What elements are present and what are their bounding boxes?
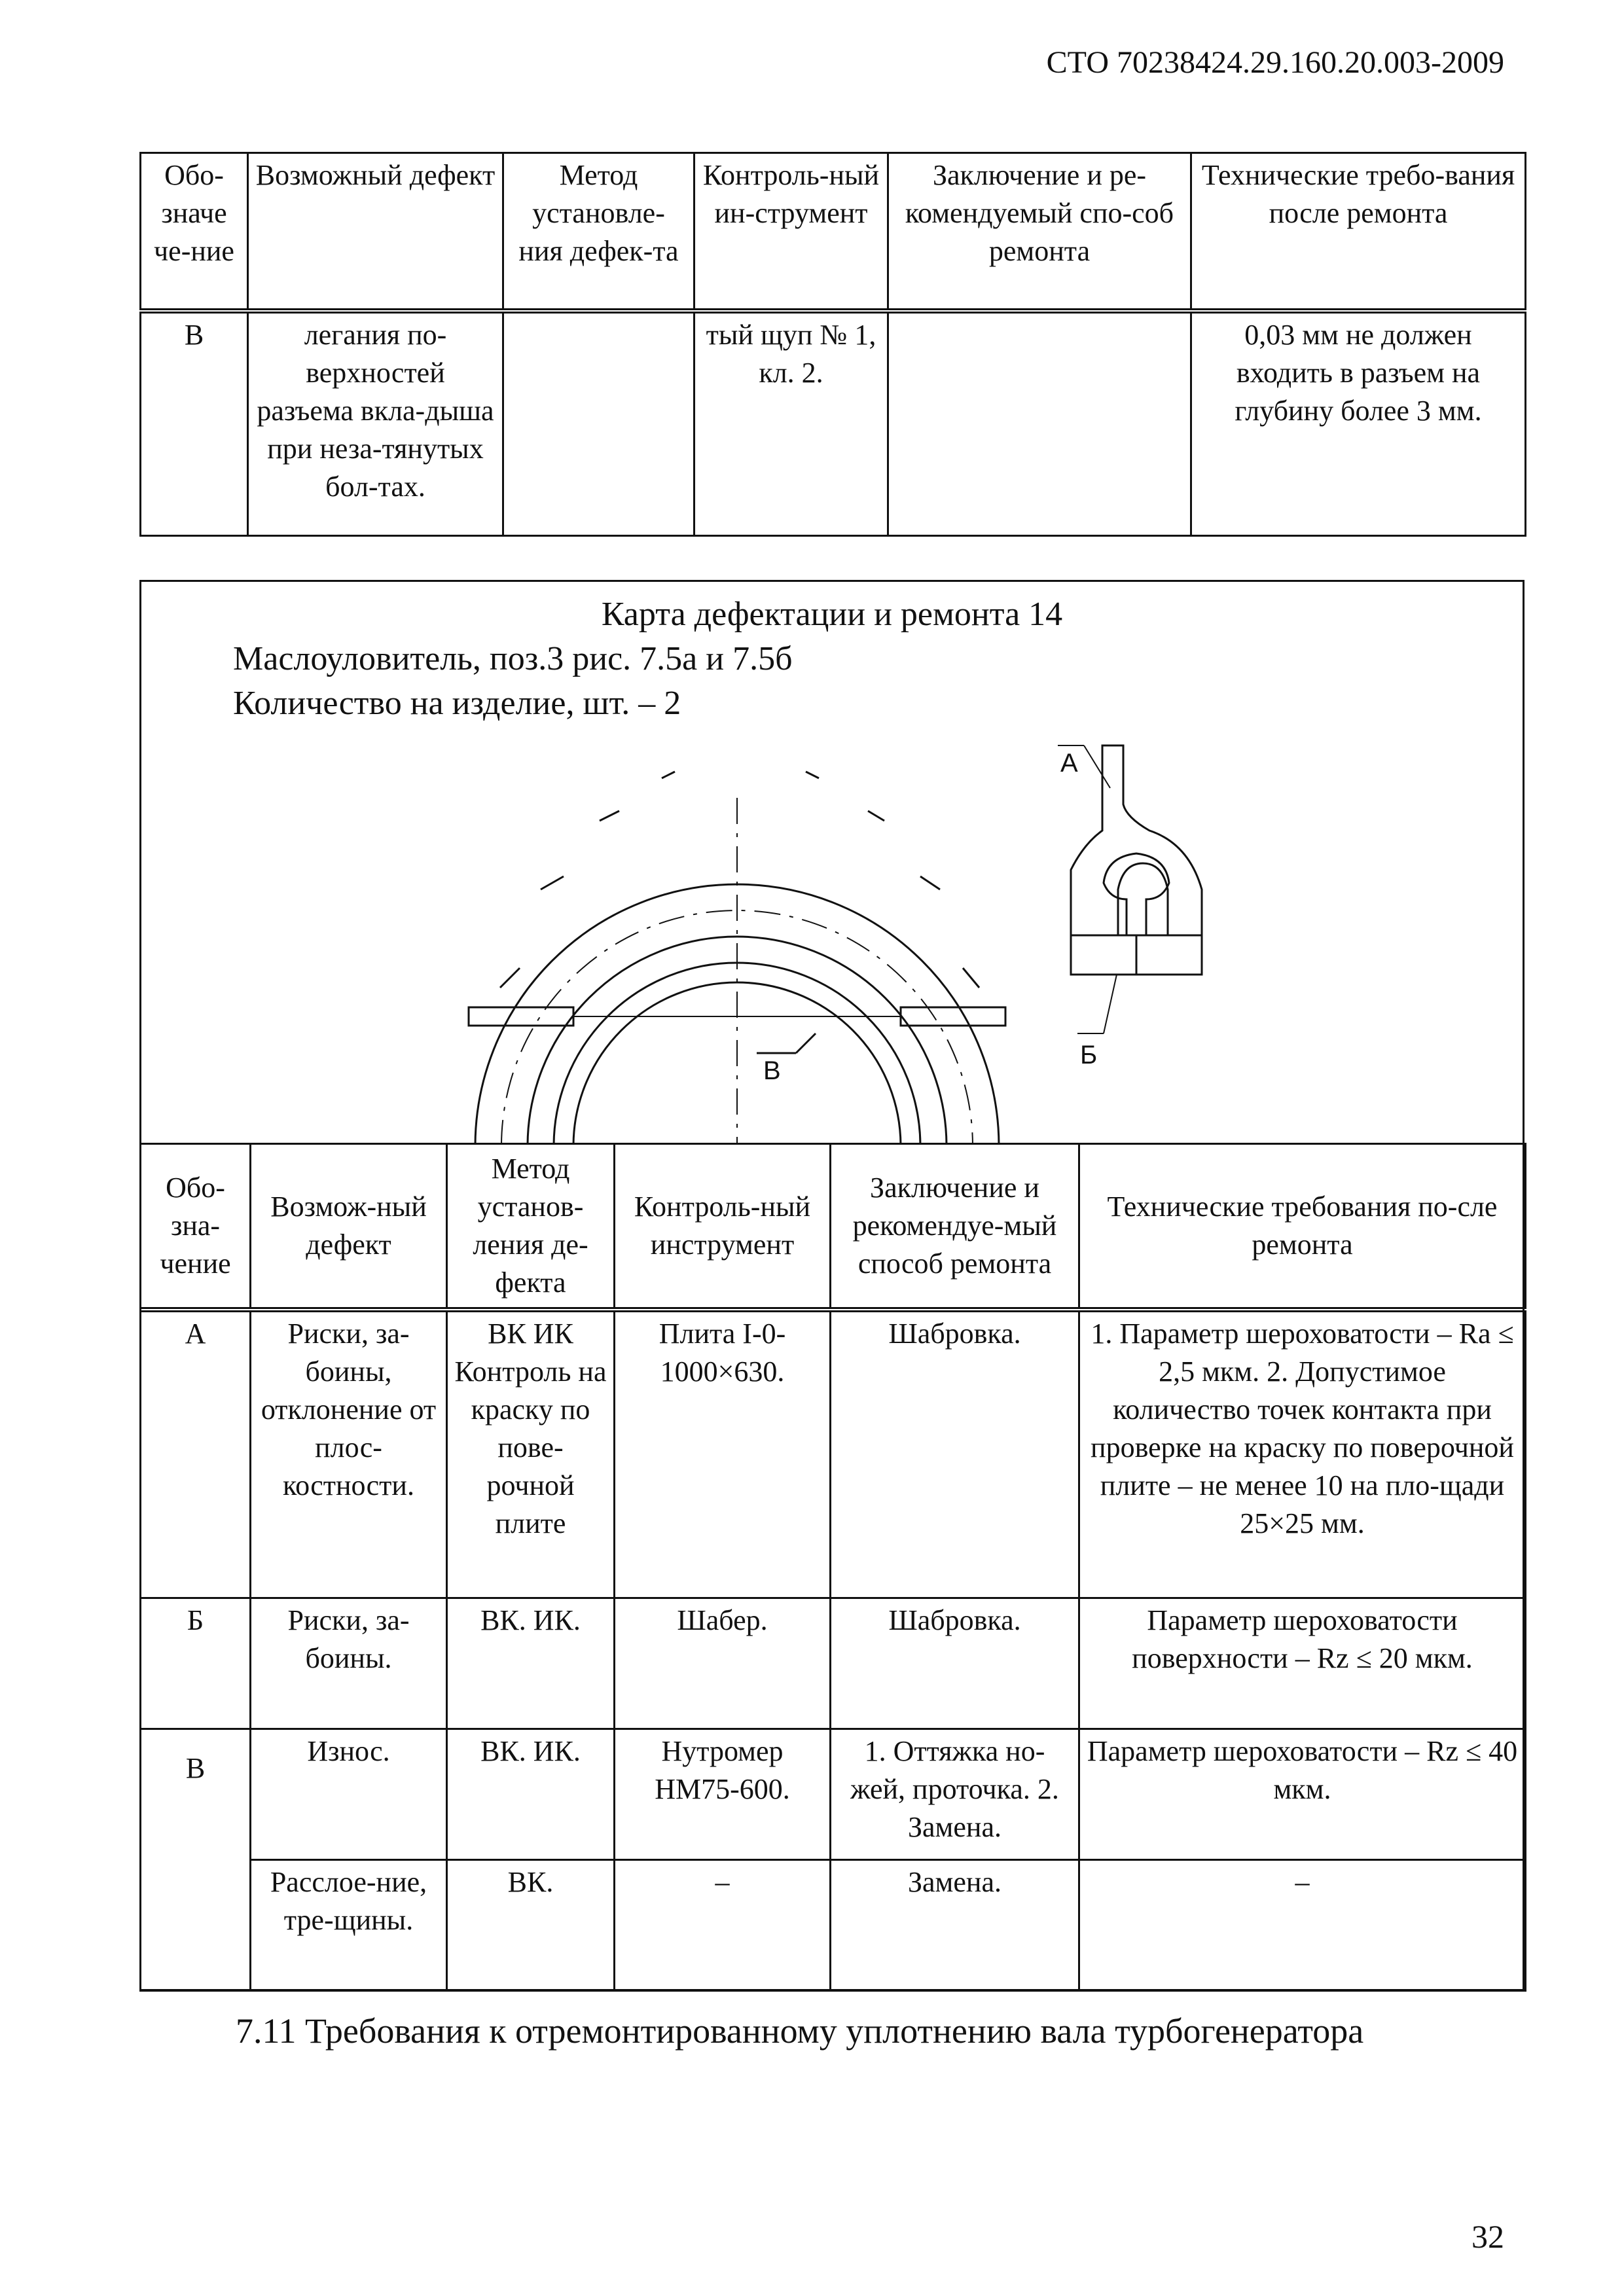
- table-row: [141, 1729, 1526, 1859]
- card-qty-line: Количество на изделие, шт. – 2: [233, 685, 681, 722]
- cell-designation: Б: [141, 1598, 251, 1729]
- col-defect: Возмож-ный дефект: [251, 1144, 447, 1310]
- bottom-table: [139, 1143, 1526, 1992]
- table-row: [141, 1598, 1526, 1729]
- cell-method: ВК.: [447, 1859, 615, 1990]
- cell-tool: –: [615, 1859, 831, 1990]
- joint-plate-right: [901, 1007, 1005, 1026]
- document-code: СТО 70238424.29.160.20.003-2009: [1046, 45, 1504, 80]
- col-conclusion: Заключение и рекомендуе-мый способ ремонта: [831, 1144, 1079, 1310]
- tick: [868, 811, 884, 821]
- card-title: Карта дефектации и ремонта 14: [601, 596, 1063, 633]
- cell-defect: Риски, за-боины.: [251, 1598, 447, 1729]
- cell-requirements: 1. Параметр шероховатости – Ra ≤ 2,5 мкм. 2. Допустимое количество точек контакта при проверке на краску по поверочной плите – не менее 10 на пло-щади 25×25 мм.: [1079, 1310, 1526, 1598]
- section-heading: 7.11 Требования к отремонтированному уплотнению вала турбогенератора: [236, 2011, 1364, 2051]
- tick: [500, 968, 520, 988]
- cell-method: [503, 311, 695, 536]
- cell-defect: Износ.: [251, 1729, 447, 1859]
- page-number: 32: [1471, 2218, 1504, 2255]
- cell-requirements: Параметр шероховатости – Rz ≤ 40 мкм.: [1079, 1729, 1526, 1859]
- tick: [920, 876, 940, 889]
- cell-defect: Риски, за-боины, отклонение от плос-костности.: [251, 1310, 447, 1598]
- col-defect: Возможный дефект: [248, 153, 503, 312]
- col-requirements: Технические требования по-сле ремонта: [1079, 1144, 1526, 1310]
- col-designation: Обо-значе че-ние: [141, 153, 248, 312]
- tick: [541, 876, 564, 889]
- col-conclusion: Заключение и ре-комендуемый спо-соб ремонта: [888, 153, 1191, 312]
- col-designation: Обо-зна-чение: [141, 1144, 251, 1310]
- cell-method: ВК. ИК.: [447, 1598, 615, 1729]
- cell-tool: Шабер.: [615, 1598, 831, 1729]
- col-method: Метод установле-ния дефек-та: [503, 153, 695, 312]
- cell-conclusion: Замена.: [831, 1859, 1079, 1990]
- section-cavity: [1104, 853, 1169, 935]
- cell-defect: Расслое-ние, тре-щины.: [251, 1859, 447, 1990]
- table-row: [141, 1310, 1526, 1598]
- cell-conclusion: [888, 311, 1191, 536]
- label-a: А: [1060, 749, 1078, 778]
- col-requirements: Технические требо-вания после ремонта: [1191, 153, 1526, 312]
- joint-plate-left: [469, 1007, 573, 1026]
- table-row: [141, 311, 1526, 536]
- table-row: [141, 1859, 1526, 1990]
- cell-requirements: –: [1079, 1859, 1526, 1990]
- label-b: Б: [1080, 1041, 1098, 1069]
- leader-a: [1084, 745, 1110, 788]
- cell-designation: В: [141, 311, 248, 536]
- cell-tool: Плита I-0-1000×630.: [615, 1310, 831, 1598]
- col-tool: Контроль-ный инструмент: [615, 1144, 831, 1310]
- col-tool: Контроль-ный ин-струмент: [695, 153, 888, 312]
- cell-conclusion: 1. Оттяжка но-жей, проточка. 2. Замена.: [831, 1729, 1079, 1859]
- tick: [662, 772, 675, 778]
- tick: [600, 811, 619, 821]
- tick: [806, 772, 819, 778]
- section-profile: [1071, 745, 1202, 935]
- leader-b: [1104, 975, 1117, 1033]
- tick: [963, 968, 979, 988]
- cell-designation: А: [141, 1310, 251, 1598]
- cell-defect: легания по-верхностей разъема вкла-дыша при неза-тянутых бол-тах.: [248, 311, 503, 536]
- col-method: Метод установ-ления де-фекта: [447, 1144, 615, 1310]
- label-v: В: [763, 1056, 781, 1085]
- cell-method: ВК ИК Контроль на краску по пове-рочной плите: [447, 1310, 615, 1598]
- cell-requirements: Параметр шероховатости поверхности – Rz ≤ 20 мкм.: [1079, 1598, 1526, 1729]
- cell-designation: В: [141, 1729, 251, 1990]
- defect-card: [139, 580, 1525, 1991]
- leader-v: [796, 1033, 816, 1053]
- card-part-line: Маслоуловитель, поз.3 рис. 7.5а и 7.5б: [233, 640, 793, 677]
- cell-method: ВК. ИК.: [447, 1729, 615, 1859]
- top-table: [139, 152, 1526, 537]
- cell-requirements: 0,03 мм не должен входить в разъем на глубину более 3 мм.: [1191, 311, 1526, 536]
- cell-tool: тый щуп № 1, кл. 2.: [695, 311, 888, 536]
- cell-conclusion: Шабровка.: [831, 1310, 1079, 1598]
- cell-conclusion: Шабровка.: [831, 1598, 1079, 1729]
- cell-tool: Нутромер НМ75-600.: [615, 1729, 831, 1859]
- top-table-header: [141, 153, 1526, 312]
- bottom-table-header: [141, 1144, 1526, 1310]
